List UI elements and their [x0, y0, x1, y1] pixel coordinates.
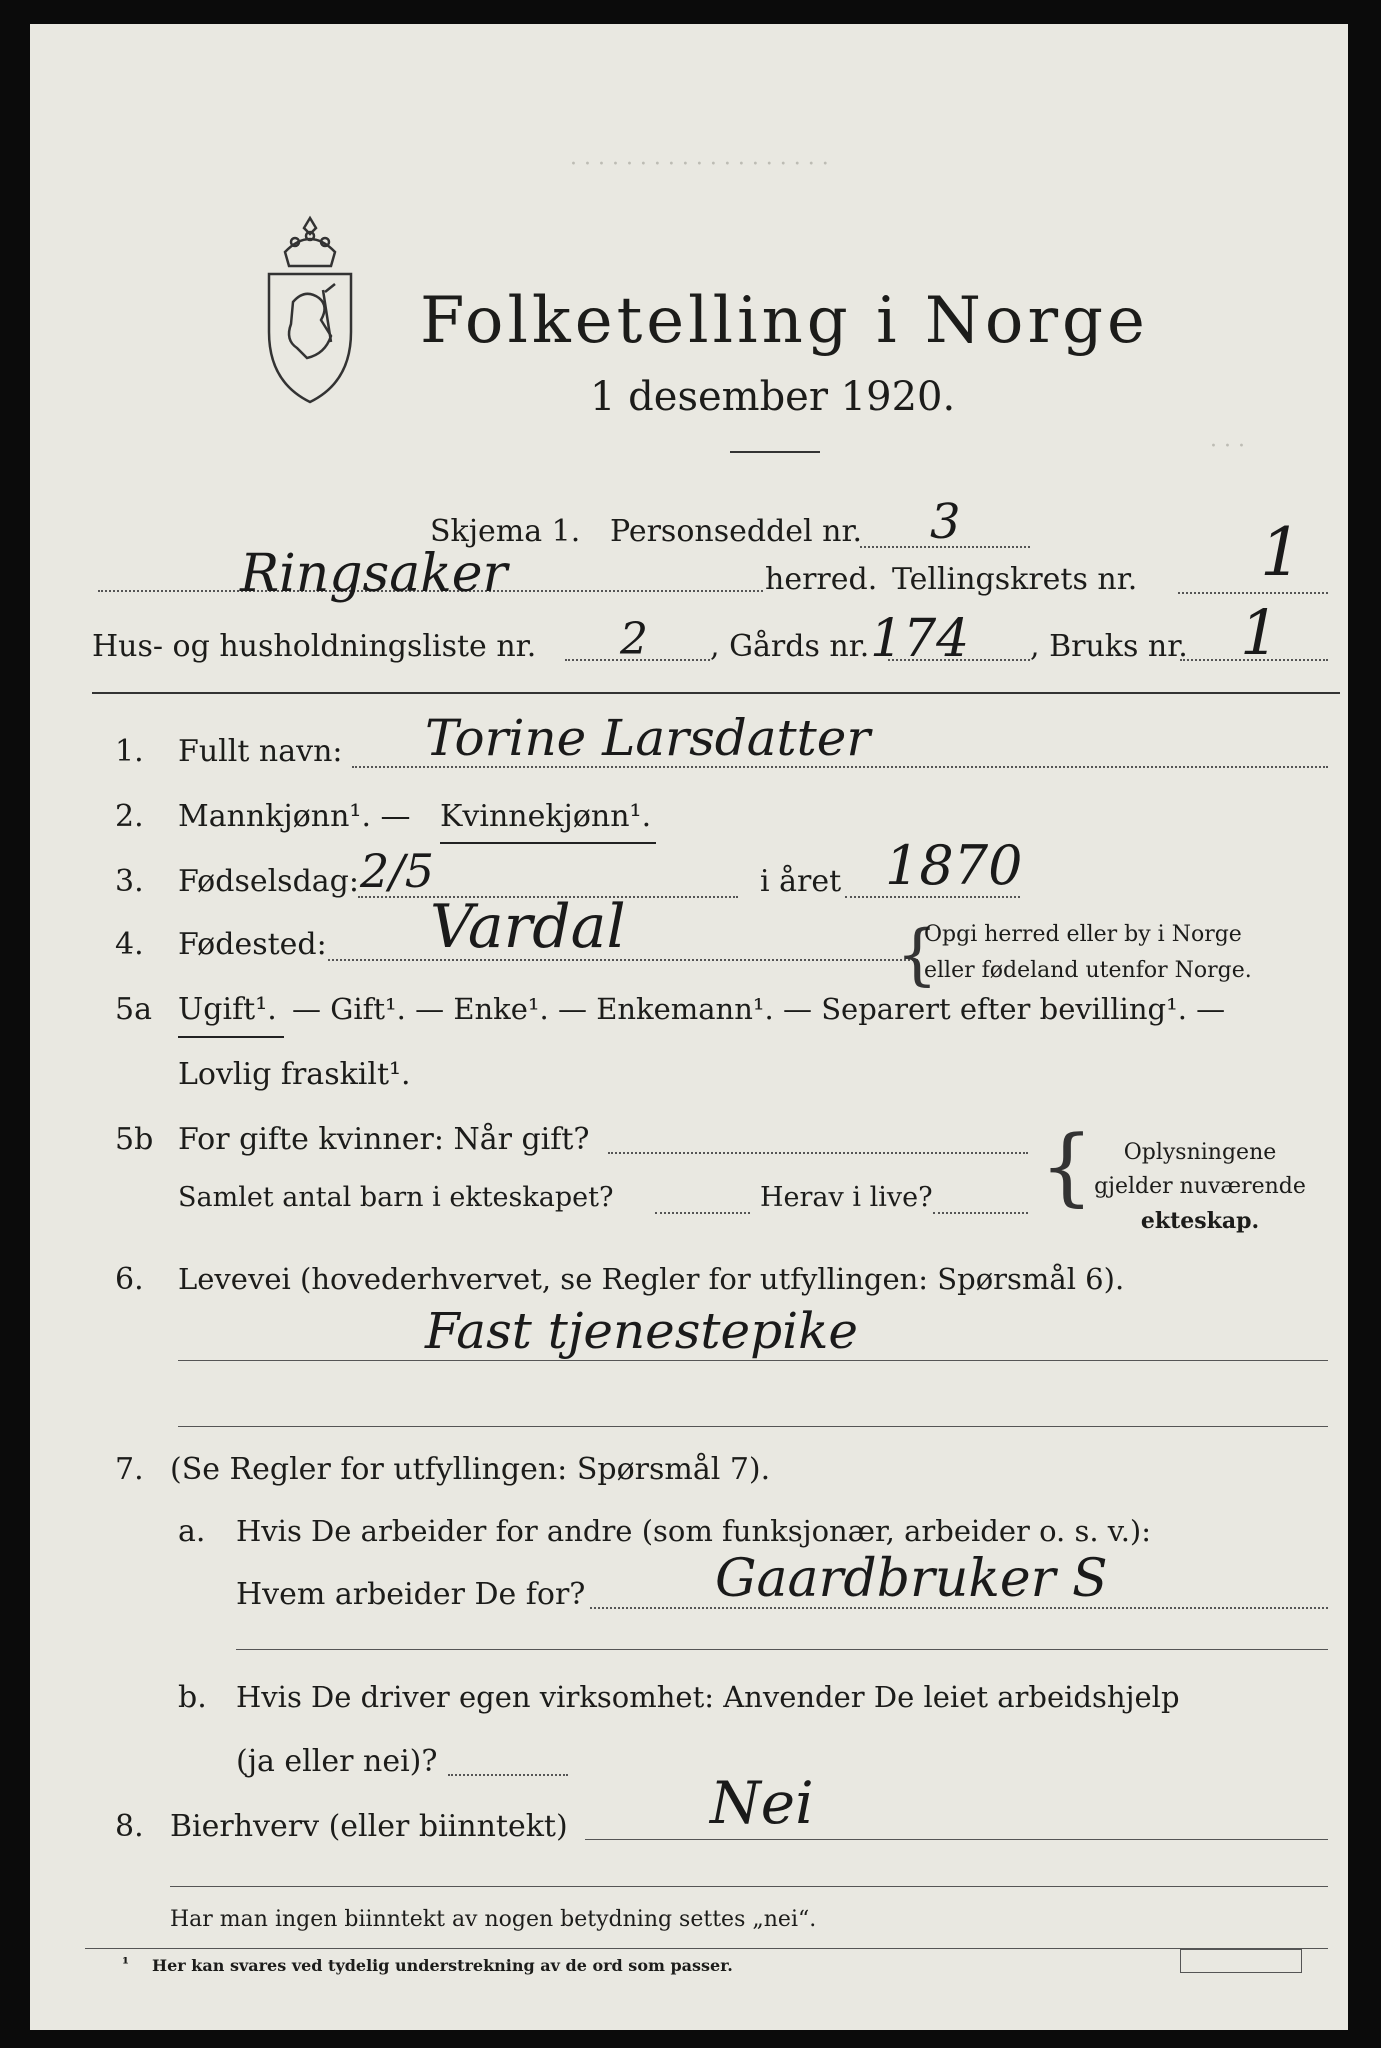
q2-number: 2. [115, 799, 144, 834]
q8-line [585, 1839, 1328, 1840]
form-date: 1 desember 1920. [590, 374, 956, 420]
q4-note-line2: eller fødeland utenfor Norge. [924, 958, 1252, 983]
norwegian-coat-of-arms-icon [255, 212, 365, 407]
footnote-divider [85, 1948, 1328, 1949]
q1-value[interactable]: Torine Larsdatter [425, 709, 871, 767]
q1-label: Fullt navn: [178, 734, 343, 769]
q5b-note-line3: ekteskap. [1140, 1208, 1260, 1234]
q5a-options[interactable]: — Gift¹. — Enke¹. — Enkemann¹. — Separert efter bevilling¹. — [292, 992, 1226, 1026]
q6-label: Levevei (hovederhvervet, se Regler for utfyllingen: Spørsmål 6). [178, 1262, 1125, 1296]
q6-line-2 [178, 1426, 1328, 1427]
q5b-alive-line [933, 1212, 1028, 1214]
census-form-page [30, 24, 1348, 2030]
q7-label: (Se Regler for utfyllingen: Spørsmål 7). [170, 1452, 771, 1487]
q5a-number: 5a [115, 992, 152, 1027]
bleed-through-text: · · · [1210, 434, 1245, 459]
husliste-value[interactable]: 2 [620, 614, 648, 665]
q3-value[interactable]: 2/5 [360, 844, 435, 898]
q1-number: 1. [115, 734, 144, 769]
q6-value[interactable]: Fast tjenestepike [425, 1302, 858, 1360]
footer-note: Har man ingen biinntekt av nogen betydning settes „nei“. [170, 1907, 817, 1932]
q3-year-label: i året [760, 864, 842, 899]
q6-number: 6. [115, 1262, 144, 1297]
q5b-note-brace: { [1040, 1117, 1094, 1215]
q5b-label-3: Herav i live? [760, 1182, 933, 1213]
q5b-note-line1: Oplysningene [1123, 1140, 1277, 1165]
q4-number: 4. [115, 927, 144, 962]
husliste-label: Hus- og husholdningsliste nr. [92, 629, 537, 664]
q7b-line2: (ja eller nei)? [236, 1744, 438, 1779]
skjema-label: Skjema 1. [430, 514, 581, 549]
q4-label: Fødested: [178, 927, 327, 962]
q3-number: 3. [115, 864, 144, 899]
footnote-mark: ¹ [122, 1954, 130, 1973]
q5a-ugift-underline [178, 1036, 284, 1038]
gards-value[interactable]: 174 [870, 609, 970, 669]
q7b-line1: Hvis De driver egen virksomhet: Anvender De leiet arbeidshjelp [236, 1680, 1180, 1714]
q2-female-underline [440, 842, 656, 844]
q4-note-brace: { [896, 916, 938, 993]
q7a-extra-line [236, 1649, 1328, 1650]
personseddel-label: Personseddel nr. [610, 514, 863, 549]
q5b-label-2: Samlet antal barn i ekteskapet? [178, 1182, 614, 1213]
q7a-letter: a. [178, 1514, 206, 1549]
printer-stamp [1180, 1949, 1302, 1973]
tellingskrets-value[interactable]: 1 [1260, 514, 1302, 591]
q5b-when-line [608, 1152, 1028, 1154]
bleed-through-text: · · · · · · · · · · · · · · · · · · · [570, 152, 829, 177]
q8-extra-line [170, 1886, 1328, 1887]
q7a-line1: Hvis De arbeider for andre (som funksjonær, arbeider o. s. v.): [236, 1514, 1152, 1548]
herred-value[interactable]: Ringsaker [240, 544, 508, 604]
tellingskrets-line [1178, 592, 1328, 594]
q3-label: Fødselsdag: [178, 864, 359, 899]
q5a-fraskilt[interactable]: Lovlig fraskilt¹. [178, 1057, 411, 1092]
q8-number: 8. [115, 1809, 144, 1844]
bruks-value[interactable]: 1 [1240, 596, 1280, 669]
personseddel-value[interactable]: 3 [930, 494, 961, 550]
herred-label: herred. [765, 562, 878, 597]
q7a-line2: Hvem arbeider De for? [236, 1577, 586, 1612]
q7-number: 7. [115, 1452, 144, 1487]
gards-label: , Gårds nr. [710, 629, 870, 664]
q5b-note [1070, 1136, 1330, 1238]
q6-line-1 [178, 1360, 1328, 1361]
q7b-line [448, 1774, 568, 1776]
form-title: Folketelling i Norge [420, 284, 1149, 358]
q2-male[interactable]: Mannkjønn¹. — [178, 799, 411, 834]
footnote-text: Her kan svares ved tydelig understrekning av de ord som passer. [152, 1956, 733, 1975]
q8-label: Bierhverv (eller biinntekt) [170, 1809, 568, 1844]
tellingskrets-label: Tellingskrets nr. [892, 562, 1138, 597]
q4-note-line1: Opgi herred eller by i Norge [924, 922, 1242, 947]
q5a-ugift[interactable]: Ugift¹. [178, 992, 277, 1027]
q3-year-value[interactable]: 1870 [885, 834, 1023, 897]
title-divider [730, 451, 820, 453]
q5b-children-line [655, 1212, 750, 1214]
q7b-letter: b. [178, 1680, 207, 1715]
q5b-note-line2: gjelder nuværende [1094, 1174, 1306, 1199]
q7a-value[interactable]: Gaardbruker S [715, 1549, 1108, 1609]
q5b-label-1: For gifte kvinner: Når gift? [178, 1122, 590, 1157]
q8-value[interactable]: Nei [710, 1769, 814, 1837]
q2-female[interactable]: Kvinnekjønn¹. [440, 799, 652, 834]
q5b-number: 5b [115, 1122, 154, 1157]
header-divider [92, 692, 1340, 694]
q4-value[interactable]: Vardal [430, 892, 626, 962]
bruks-label: , Bruks nr. [1030, 629, 1188, 664]
